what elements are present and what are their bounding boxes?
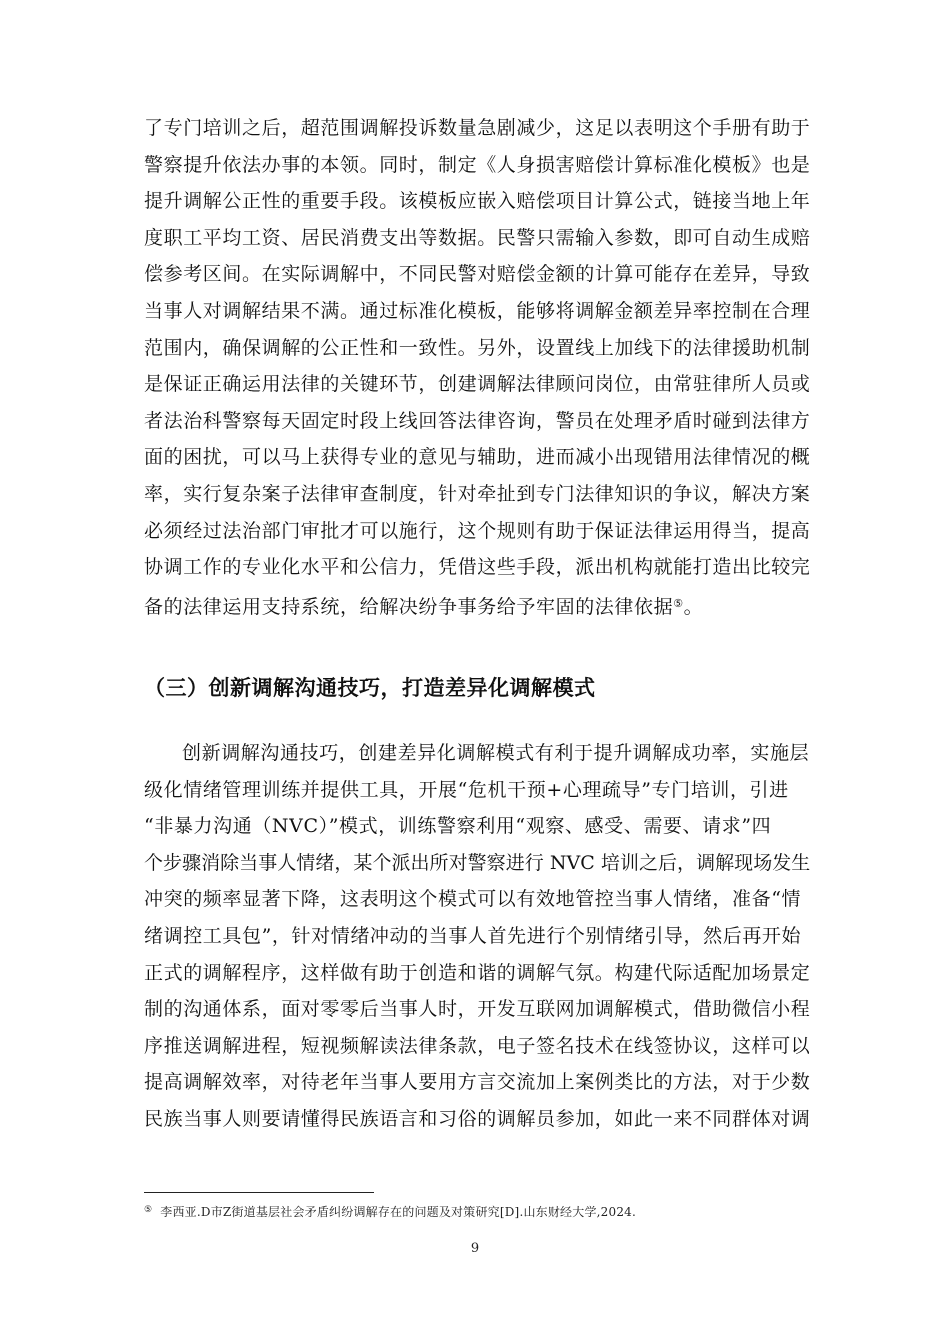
text-line: 创新调解沟通技巧，创建差异化调解模式有利于提升调解成功率，实施层	[182, 742, 810, 764]
text-line: 者法治科警察每天固定时段上线回答法律咨询，警员在处理矛盾时碰到法律方	[144, 409, 811, 432]
body-paragraph-2	[144, 735, 812, 1138]
text-line-content: 备的法律运用支持系统，给解决纷争事务给予牢固的法律依据	[144, 595, 674, 618]
text-line: 面的困扰，可以马上获得专业的意见与辅助，进而减小出现错用法律情况的概	[144, 446, 811, 469]
footnote	[144, 1203, 636, 1220]
text-line: 当事人对调解结果不满。通过标准化模板，能够将调解金额差异率控制在合理	[144, 299, 811, 322]
text-line: 绪调控工具包”，针对情绪冲动的当事人首先进行个别情绪引导，然后再开始	[144, 924, 802, 947]
text-line: 级化情绪管理训练并提供工具，开展“危机干预+心理疏导”专门培训，引进	[144, 778, 789, 801]
text-line: 个步骤消除当事人情绪，某个派出所对警察进行 NVC 培训之后，调解现场发生	[144, 851, 811, 874]
text-line: 偿参考区间。在实际调解中，不同民警对赔偿金额的计算可能存在差异，导致	[144, 263, 811, 286]
text-line: 冲突的频率显著下降，这表明这个模式可以有效地管控当事人情绪，准备“情	[144, 888, 802, 911]
text-line: 度职工平均工资、居民消费支出等数据。民警只需输入参数，即可自动生成赔	[144, 226, 811, 249]
text-line: 了专门培训之后，超范围调解投诉数量急剧减少，这足以表明这个手册有助于	[144, 117, 811, 139]
text-line: “非暴力沟通（NVC）”模式，训练警察利用“观察、感受、需要、请求”四	[144, 815, 772, 838]
footnote-reference[interactable]: ⑤	[673, 596, 684, 610]
footnote-text: 李西亚.D市Z街道基层社会矛盾纠纷调解存在的问题及对策研究[D].山东财经大学,2024.	[160, 1205, 637, 1219]
text-line: 民族当事人则要请懂得民族语言和习俗的调解员参加，如此一来不同群体对调	[144, 1107, 811, 1130]
text-line: 序推送调解进程，短视频解读法律条款，电子签名技术在线签协议，这样可以	[144, 1034, 811, 1057]
text-line: 必须经过法治部门审批才可以施行，这个规则有助于保证法律运用得当，提高	[144, 519, 811, 542]
text-line: 正式的调解程序，这样做有助于创造和谐的调解气氛。构建代际适配加场景定	[144, 961, 811, 984]
footnote-separator	[144, 1192, 374, 1193]
sentence-end-punctuation: 。	[683, 595, 704, 618]
page-number: 9	[470, 1241, 480, 1256]
text-line: 率，实行复杂案子法律审查制度，针对牵扯到专门法律知识的争议，解决方案	[144, 482, 811, 505]
body-paragraph-1	[144, 110, 812, 625]
text-line: 是保证正确运用法律的关键环节，创建调解法律顾问岗位，由常驻律所人员或	[144, 373, 811, 396]
footnote-mark: ⑤	[144, 1205, 153, 1215]
text-line: 制的沟通体系，面对零零后当事人时，开发互联网加调解模式，借助微信小程	[144, 998, 811, 1021]
text-line: 警察提升依法办事的本领。同时，制定《人身损害赔偿计算标准化模板》也是	[144, 153, 811, 176]
text-line: 协调工作的专业化水平和公信力，凭借这些手段，派出机构就能打造出比较完	[144, 556, 811, 579]
text-line-last	[144, 586, 812, 626]
section-heading: （三）创新调解沟通技巧，打造差异化调解模式	[144, 676, 596, 700]
text-line: 提高调解效率，对待老年当事人要用方言交流加上案例类比的方法，对于少数	[144, 1071, 811, 1094]
text-line: 提升调解公正性的重要手段。该模板应嵌入赔偿项目计算公式，链接当地上年	[144, 190, 811, 213]
text-line: 范围内，确保调解的公正性和一致性。另外，设置线上加线下的法律援助机制	[144, 336, 811, 359]
